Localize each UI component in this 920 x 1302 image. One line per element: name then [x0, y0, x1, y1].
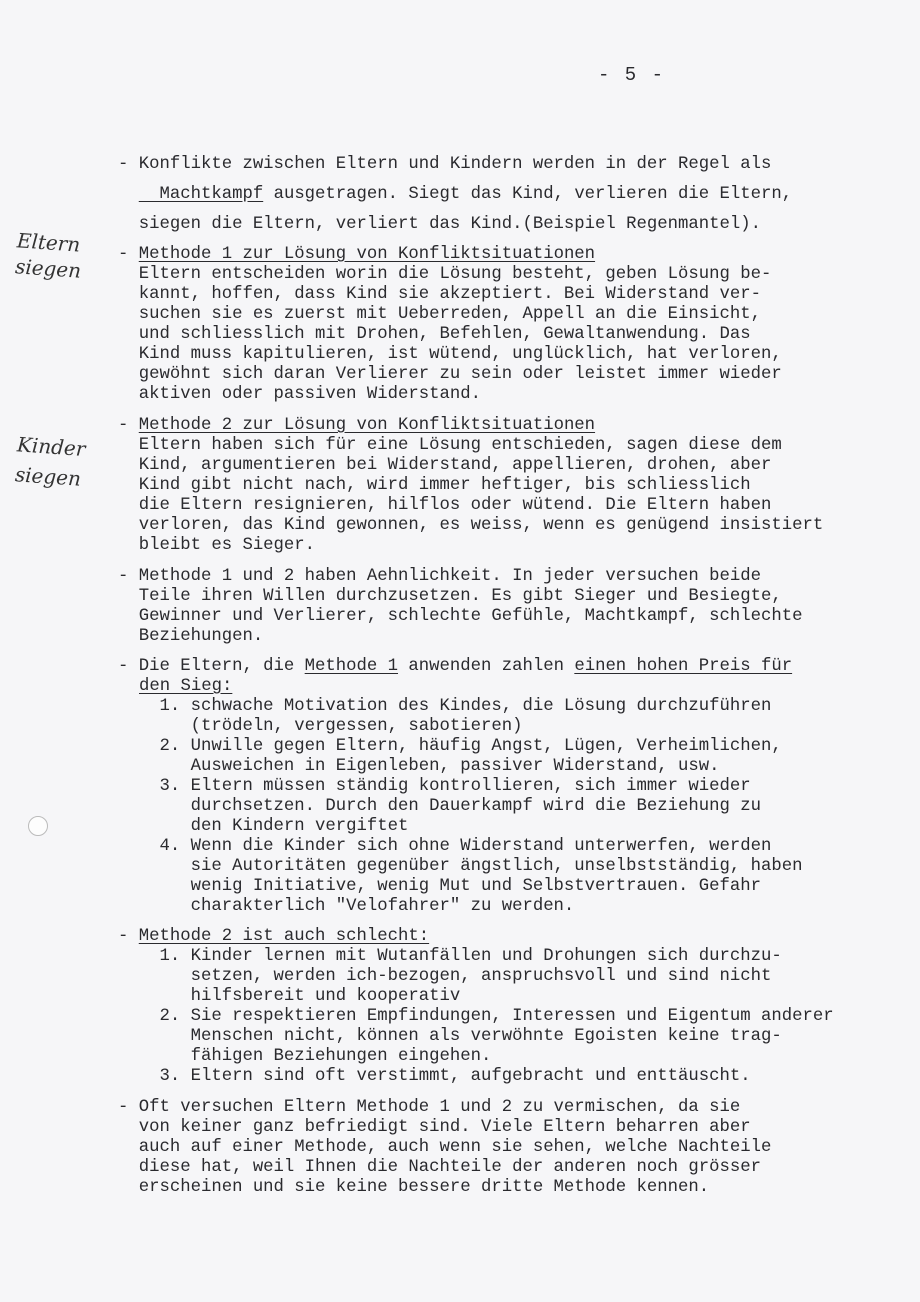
section-heading: Methode 2 ist auch schlecht: [138, 927, 430, 946]
text-span: anwenden zahlen [398, 657, 575, 676]
text-line: die Eltern resignieren, hilflos oder wütend. Die Eltern haben [118, 496, 772, 515]
underlined-term: Methode 1 [304, 657, 399, 676]
list-item: den Kindern vergiftet [118, 817, 409, 836]
text-line: gewöhnt sich daran Verlierer zu sein oder leistet immer wieder [118, 365, 782, 384]
text-line: erscheinen und sie keine bessere dritte Methode kennen. [118, 1178, 710, 1197]
list-item: setzen, werden ich-bezogen, anspruchsvoll und sind nicht [118, 967, 772, 986]
text-line: und schliesslich mit Drohen, Befehlen, Gewaltanwendung. Das [118, 325, 751, 344]
punch-hole [28, 816, 48, 836]
text-line: Kind gibt nicht nach, wird immer heftiger, bis schliesslich [118, 476, 751, 495]
underlined-term: den Sieg: [139, 677, 233, 696]
list-item: 3. Eltern sind oft verstimmt, aufgebracht und enttäuscht. [118, 1067, 751, 1086]
text-span [118, 185, 139, 204]
margin-note-eltern-siegen: Eltern siegen [14, 228, 82, 283]
list-item: wenig Initiative, wenig Mut und Selbstvertrauen. Gefahr [118, 877, 761, 896]
list-item: Menschen nicht, können als verwöhnte Egoisten keine trag- [118, 1027, 782, 1046]
text-line: Kind, argumentieren bei Widerstand, appellieren, drohen, aber [118, 456, 772, 475]
text-span: ausgetragen. Siegt das Kind, verlieren die Eltern, [263, 185, 793, 204]
section-heading: Methode 2 zur Lösung von Konfliktsituationen [138, 416, 596, 435]
list-item: 1. schwache Motivation des Kindes, die Lösung durchzuführen [118, 697, 772, 716]
section-heading-line [118, 416, 595, 436]
text-span: - [118, 416, 139, 435]
text-line: diese hat, weil Ihnen die Nachteile der anderen noch grösser [118, 1158, 761, 1177]
text-line [139, 677, 232, 697]
list-item: Ausweichen in Eigenleben, passiver Widerstand, usw. [118, 757, 720, 776]
list-item: durchsetzen. Durch den Dauerkampf wird die Beziehung zu [118, 797, 761, 816]
text-line: Eltern haben sich für eine Lösung entschieden, sagen diese dem [118, 436, 782, 455]
text-line: suchen sie es zuerst mit Ueberreden, Appell an die Einsicht, [118, 305, 761, 324]
text-span: - [118, 927, 139, 946]
list-item: 1. Kinder lernen mit Wutanfällen und Drohungen sich durchzu- [118, 947, 782, 966]
text-line: Kind muss kapitulieren, ist wütend, unglücklich, hat verloren, [118, 345, 782, 364]
list-item: (trödeln, vergessen, sabotieren) [118, 717, 523, 736]
text-line [118, 657, 792, 677]
list-item: hilfsbereit und kooperativ [118, 987, 461, 1006]
section-heading: Methode 1 zur Lösung von Konfliktsituationen [138, 245, 596, 264]
text-line: aktiven oder passiven Widerstand. [118, 385, 481, 404]
text-line: von keiner ganz befriedigt sind. Viele Eltern beharren aber [118, 1118, 751, 1137]
text-line: - Konflikte zwischen Eltern und Kindern werden in der Regel als [118, 155, 772, 174]
text-line: - Oft versuchen Eltern Methode 1 und 2 zu vermischen, da sie [118, 1098, 741, 1117]
list-item: fähigen Beziehungen eingehen. [118, 1047, 492, 1066]
underlined-term: Machtkampf [138, 185, 264, 204]
list-item: sie Autoritäten gegenüber ängstlich, unselbstständig, haben [118, 857, 803, 876]
text-span: - [118, 245, 139, 264]
text-line: Eltern entscheiden worin die Lösung besteht, geben Lösung be- [118, 265, 772, 284]
section-heading-line [118, 927, 429, 947]
text-line: verloren, das Kind gewonnen, es weiss, wenn es genügend insistiert [118, 516, 824, 535]
text-span: - Die Eltern, die [118, 657, 305, 676]
text-line: Gewinner und Verlierer, schlechte Gefühle, Machtkampf, schlechte [118, 607, 803, 626]
text-line: - Methode 1 und 2 haben Aehnlichkeit. In jeder versuchen beide [118, 567, 761, 586]
text-line: siegen die Eltern, verliert das Kind.(Beispiel Regenmantel). [118, 215, 761, 234]
text-line: bleibt es Sieger. [118, 536, 316, 555]
text-line: kannt, hoffen, dass Kind sie akzeptiert. Bei Widerstand ver- [118, 285, 761, 304]
list-item: 2. Sie respektieren Empfindungen, Interessen und Eigentum anderer [118, 1007, 834, 1026]
list-item: 2. Unwille gegen Eltern, häufig Angst, Lügen, Verheimlichen, [118, 737, 782, 756]
page-number: - 5 - [598, 64, 666, 86]
margin-note-kinder-siegen: Kinder siegen [14, 432, 87, 491]
text-line: Teile ihren Willen durchzusetzen. Es gibt Sieger und Besiegte, [118, 587, 782, 606]
text-line [118, 185, 792, 205]
list-item: 3. Eltern müssen ständig kontrollieren, sich immer wieder [118, 777, 751, 796]
underlined-term: einen hohen Preis für [574, 657, 793, 676]
text-line: auch auf einer Methode, auch wenn sie sehen, welche Nachteile [118, 1138, 772, 1157]
text-line: Beziehungen. [118, 627, 264, 646]
list-item: charakterlich "Velofahrer" zu werden. [118, 897, 575, 916]
list-item: 4. Wenn die Kinder sich ohne Widerstand unterwerfen, werden [118, 837, 772, 856]
section-heading-line [118, 245, 595, 265]
